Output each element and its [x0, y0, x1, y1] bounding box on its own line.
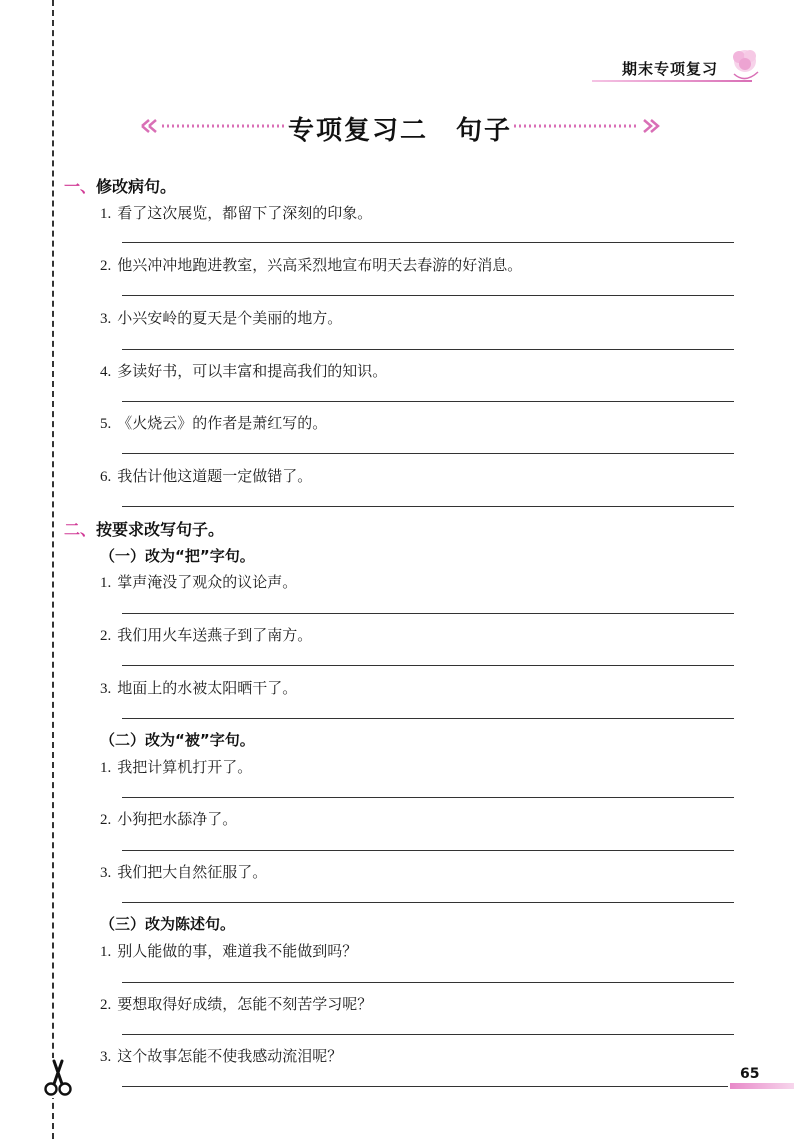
- answer-line[interactable]: [122, 453, 734, 454]
- answer-line[interactable]: [122, 242, 734, 243]
- answer-line[interactable]: [122, 295, 734, 296]
- page-title: 专项复习二 句子: [287, 116, 512, 146]
- answer-line[interactable]: [122, 797, 734, 798]
- page-number-bar: [730, 1083, 794, 1089]
- answer-line[interactable]: [122, 506, 734, 507]
- flower-icon: [726, 44, 764, 82]
- section-2-number: 二、: [64, 520, 97, 539]
- answer-line[interactable]: [122, 982, 734, 983]
- answer-line[interactable]: [122, 1034, 734, 1035]
- page-number: 65: [740, 1066, 760, 1082]
- list-item: 3. 这个故事怎能不使我感动流泪呢？: [100, 1047, 343, 1065]
- list-item: 1. 我把计算机打开了。: [100, 758, 253, 776]
- list-item: 5. 《火烧云》的作者是萧红写的。: [100, 414, 328, 432]
- header-title: 期末专项复习: [621, 60, 718, 78]
- answer-line[interactable]: [122, 902, 734, 903]
- answer-line[interactable]: [122, 613, 734, 614]
- answer-line[interactable]: [122, 850, 734, 851]
- part-2-heading: （二）改为“被”字句。: [100, 731, 255, 749]
- list-item: 2. 小狗把水舔净了。: [100, 810, 238, 828]
- section-1-label: 修改病句。: [96, 177, 177, 196]
- answer-line[interactable]: [122, 665, 734, 666]
- title-right-decoration: [510, 118, 660, 134]
- list-item: 3. 地面上的水被太阳晒干了。: [100, 679, 298, 697]
- list-item: 6. 我估计他这道题一定做错了。: [100, 467, 313, 485]
- answer-line[interactable]: [122, 1086, 728, 1087]
- answer-line[interactable]: [122, 718, 734, 719]
- list-item: 3. 小兴安岭的夏天是个美丽的地方。: [100, 309, 343, 327]
- list-item: 2. 要想取得好成绩，怎能不刻苦学习呢？: [100, 995, 373, 1013]
- section-1-number: 一、: [64, 177, 97, 196]
- cut-line: [52, 0, 54, 1139]
- page-title-row: [140, 106, 660, 146]
- section-1-heading: [64, 174, 176, 197]
- answer-line[interactable]: [122, 349, 734, 350]
- list-item: 1. 别人能做的事，难道我不能做到吗？: [100, 942, 358, 960]
- part-3-heading: （三）改为陈述句。: [100, 915, 236, 933]
- section-2-heading: [64, 517, 224, 540]
- list-item: 1. 掌声淹没了观众的议论声。: [100, 573, 298, 591]
- answer-line[interactable]: [122, 401, 734, 402]
- list-item: 3. 我们把大自然征服了。: [100, 863, 268, 881]
- part-1-heading: （一）改为“把”字句。: [100, 547, 255, 565]
- scissors-icon: [42, 1058, 74, 1098]
- list-item: 4. 多读好书，可以丰富和提高我们的知识。: [100, 362, 388, 380]
- list-item: 2. 他兴冲冲地跑进教室，兴高采烈地宣布明天去春游的好消息。: [100, 256, 523, 274]
- list-item: 1. 看了这次展览，都留下了深刻的印象。: [100, 204, 373, 222]
- section-2-label: 按要求改写句子。: [96, 520, 225, 539]
- list-item: 2. 我们用火车送燕子到了南方。: [100, 626, 313, 644]
